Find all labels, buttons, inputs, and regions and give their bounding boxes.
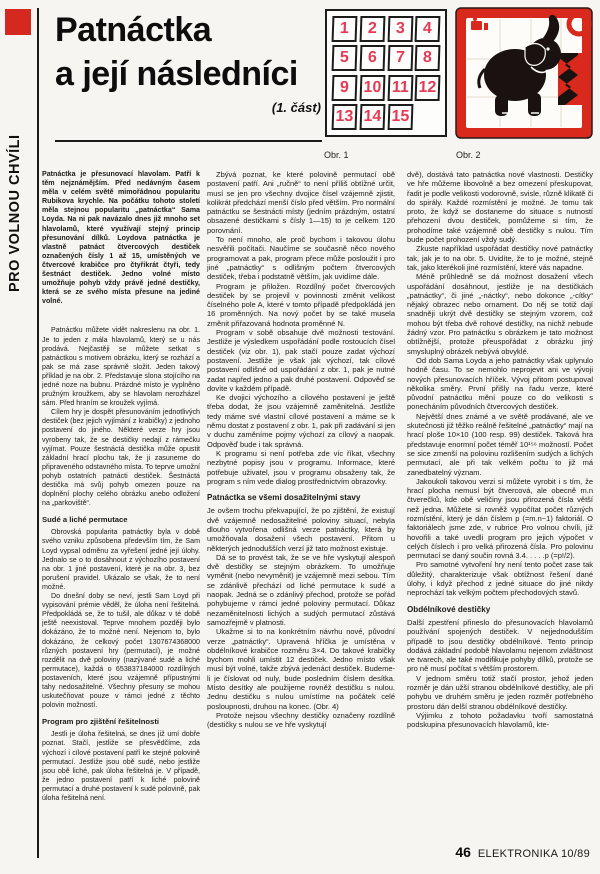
- article-paragraph: Protože nejsou všechny destičky označeny rozdílně (destičky s nulou se ve hře vyskytují: [207, 710, 395, 730]
- article-title: [55, 8, 325, 96]
- puzzle-tile: 11: [387, 75, 413, 101]
- puzzle-grid: [332, 16, 440, 130]
- article-paragraph: Další zpestření přineslo do přesunovacích hlavolamů používání spojených destiček. V nejjednodušším případě to jsou destičky obdélníkové. Tento princip dodává základní podobě hlavolamu nejenom zvláštnost ve tvarech, ale také modifikuje pohyby dílků, protože se pro ně musí počítat s větším prostorem.: [407, 617, 593, 674]
- text-column-2: [207, 170, 395, 862]
- article-paragraph: Ke dvojici výchozího a cílového postavení je ještě třeba dodat, že jsou vzájemně zaměnitelná. Jestliže tedy máme své vlastní cílové postavení a máme se k němu dostat z postavení z obr. 1, pak při zadávání si jen v duchu zaměníme pojmy výchozí za cílový a naopak. Odpověď bude i tak správná.: [207, 393, 395, 449]
- section-heading: Obdélníkové destičky: [407, 604, 491, 614]
- article-paragraph: Od dob Sama Loyda a jeho patnáctky však uplynulo hodně času. To se nemohlo neprojevit ani ve vývoji nových přesunovacích hříček. Vývoj přitom postupoval několika směry. První přišly na řadu verze, které původní patnáctku mění pouze co do velikosti s ponecháním původních čtvercových destiček.: [407, 355, 593, 412]
- figure-elephant-puzzle: [455, 7, 593, 139]
- figure1-caption: Obr. 1: [324, 150, 349, 160]
- article-paragraph: Je ovšem trochu překvapující, že po zjištění, že existují dvě vzájemně nedosažitelné poloviny situací, nebyla dlouho vytvořena odlišná verze patnáctky, která by umožňovala dosažení všech postavení. Přitom u některých jednodušších verzí již tato možnost existuje.: [207, 506, 395, 553]
- section-heading: Patnáctka se všemi dosažitelnými stavy: [207, 493, 361, 503]
- article-paragraph: Výjimku z tohoto požadavku tvoří samostatná podskupina přesunovacích hlavolamů, kte-: [407, 710, 593, 730]
- puzzle-tile: 8: [415, 45, 441, 71]
- puzzle-empty-cell: [415, 104, 440, 130]
- text-column-1: [42, 170, 200, 862]
- article-paragraph: Program je přiložen. Rozdílný počet čtvercových destiček by se projevil v povinnosti změnit velikost číselného pole A, které v tomto případě předpokládá jen 16 proměnných. Na nový počet by se také musela změnit přiřazovaná hodnota proměnné N.: [207, 281, 395, 328]
- magazine-name: ELEKTRONIKA 10/89: [477, 848, 590, 860]
- elephant-illustration: [455, 7, 593, 139]
- article-paragraph: Dá se to provést tak, že se ve hře vyskytují alespoň dvě destičky se stejným obrázkem. To umožňuje vyměnit (nebo nevyměnit) je vzájemně mezi sebou. Tím se zdánlivě přechází od liché permutace k sudé a naopak. Jedná se o zdánlivý přechod, protože se pořád pohybujeme v rámci jedné poloviny permutací. Důkaz nezaměnitelnosti lichých a sudých permutací zůstává samozřejmě v platnosti.: [207, 552, 395, 627]
- section-heading: Program pro zjištění řešitelnosti: [42, 717, 159, 727]
- puzzle-tile: 1: [332, 16, 358, 42]
- zigzag-panel-icon: [558, 53, 582, 105]
- article-part-label: (1. část): [271, 100, 321, 115]
- puzzle-tile: 5: [332, 45, 358, 71]
- article-lead-paragraph: Patnáctka je přesunovací hlavolam. Patří k těm nejznámějším. Před nedávným časem měla v celém světě mimořádnou popularitu Rubikova krychle. Na počátku tohoto století měla stejnou popularitu „patnáctka“ Sama Loyda. Na ni pak navázalo dnes již mnoho set hlavolamů, které využívají stejný princip přesunování dílků. Loydova patnáctka je vlastně patnáct čtvercových destiček označených čísly 1 až 15, umístěných ve čtvercové krabičce pro čtyřikrát čtyři, tedy šestnáct destiček. Jedno volné místo umožňuje pohyb vždy právě jedné destičky, která se ze svého místa přesune na jediné volné.: [42, 170, 200, 306]
- article-title-line2: a její následníci: [55, 55, 298, 93]
- article-paragraph: K programu si není potřeba zde víc říkat, všechny nezbytné popisy jsou v programu. Informace, které potřebuje uživatel, jsou v programu obsaženy tak, že program s ním vede dialog prostřednictvím obrazovky.: [207, 448, 395, 486]
- puzzle-tile: 2: [359, 16, 385, 42]
- article-paragraph: Ukažme si to na konkrétním návrhu nové, původní verze „patnáctky“. Upravená hříčka je umístěna v obdélníkové krabičce rozměru 3×4. Do takové krabičky bychom mohli umístit 12 destiček. Jedno místo však musí být volné, takže zbývá jedenáct destiček. Budeme-li je číslovat od nuly, bude posledním číslem desítka. Místo desítky ale použijeme rovněž destičku s nulou. Jednu destičku s nulou umístíme na počátek celé posloupnosti, druhou na konec. (Obr. 4): [207, 627, 395, 711]
- section-heading: Sudé a liché permutace: [42, 515, 128, 525]
- page-footer: [455, 844, 590, 860]
- article-paragraph: V jednom směru totiž stačí prostor, jehož jeden rozměr je dán užší stranou obdélníkové destičky, ale při pohybu ve druhém směru je jeden rozměr potřebného prostoru dán delší stranou obdélníkové destičky.: [407, 673, 593, 711]
- rubric-accent-square: [5, 9, 31, 35]
- puzzle-tile: 3: [387, 16, 413, 42]
- puzzle-tile: 14: [359, 104, 385, 130]
- article-paragraph: Zbývá poznat, ke které polovině permutací obě postavení patří. Ani „ručně“ to není příliš obtížné určit, musí se jen pro všechny dvojice čísel vzájemně zjistit, kolikrát předchází menší číslo před větším. Pro normální patnáctku se šestnácti místy (jedním prázdným, ostatní obsazené destičkami s čísly 1—15) to je celkem 120 porovnání.: [207, 170, 395, 235]
- article-paragraph: Program v sobě obsahuje dvě možnosti testování. Jestliže je výsledkem uspořádání podle rostoucích čísel destiček (viz obr. 1), pak stačí pouze zadat výchozí postavení. Jestliže je však jak výchozí, tak cílové postavení odlišné od uspořádání z obr. 1, pak je nutné zadat napřed jedno a pak druhé postavení. Odpověď se dovíte v každém případě.: [207, 328, 395, 393]
- page-number: 46: [455, 844, 471, 860]
- article-paragraph: Zkuste například uspořádat destičky nové patnáctky tak, jak je to na obr. 5. Uvidíte, že to je možné, stejně tak, jako kterékoli jiné rozmístění, které vás napadne.: [407, 244, 593, 272]
- puzzle-tile: 12: [415, 75, 441, 101]
- article-paragraph: Cílem hry je dospět přesunováním jednotlivých destiček (bez jejich vyjímání z krabičky) z jednoho postavení do jiného. Některé verze hry jsou vyrobeny tak, že se destičky nedají z rámečku vyjímat. Pouze šestnáctá destička může opustit základní hrací plochu tak, že ji zasuneme do připraveného odstavného místa. To teprve umožní pohyb ostatních patnácti destiček. Šestnáctá destička má svůj pohyb omezen pouze na doplnění plochy celého obrázku anebo odložení na „parkoviště“.: [42, 408, 200, 508]
- article-title-line1: Patnáctka: [55, 11, 212, 49]
- text-column-3: [407, 170, 593, 862]
- puzzle-tile: 15: [387, 104, 413, 130]
- article-paragraph: dvě), dostává tato patnáctka nové vlastnosti. Destičky ve hře můžeme libovolně a bez omezení přeskupovat, řadit je podle velikosti vodorovně, svisle, různě klikatě či do spirály. Každé rozmístění je možné. Je tomu tak proto, že když se dostaneme do situace s nutností přehození dvou destiček, pomůžeme si tím, že prohodíme také vzájemně obě destičky s nulou. Tím bude počet prohození vždy sudý.: [407, 170, 593, 245]
- article-paragraph: Patnáctku můžete vidět nakreslenu na obr. 1. Je to jeden z mála hlavolamů, který se u nás prodává. Nejčastěji se můžete setkat s patnáctkou s motivem obrázku, který se rozhází a pak se má zase správně složit. Jeden takový příklad je na obr. 2. Představuje slona stojícího na jedné noze na bubnu. Prázdné místo je vyplněno pružným kroužkem, aby se hlavolam nerozházel sám. Před hraním se kroužek vyjímá.: [42, 326, 200, 408]
- article-paragraph: To není mnoho, ale proč bychom i takovou úlohu nesvěřili počítači. Naučíme se současně něco nového programovat a pak, program přece může posloužit i pro jiné „patnáctky“ s odlišným počtem čtvercových destiček, třeba i podstatně větším, jak uvidíme dále.: [207, 235, 395, 282]
- puzzle-tile: 13: [332, 104, 358, 130]
- article-paragraph: Jestli je úloha řešitelná, se dnes již umí dobře poznat. Stačí, jestliže se přesvědčíme, zda výchozí i cílové postavení patří ke stejné polovině permutací. Jestliže jsou obě sudé, nebo jestliže jsou obě liché, pak úloha řešitelná je. V případě, že jedno postavení patří k liché polovině permutací a druhé postavení k sudé polovině, pak úloha řešitelná není.: [42, 730, 200, 802]
- article-paragraph: Pro samotné vytvoření hry není tento počet zase tak důležitý, charakterizuje však obtížnost řešení dané úlohy, i když přechod z jedné situace do jiné nikdy neprochází tak velkým počtem přechodových stavů.: [407, 560, 593, 598]
- rubric-divider-line: [37, 8, 39, 858]
- figure2-caption: Obr. 2: [456, 150, 481, 160]
- puzzle-tile: 9: [332, 75, 358, 101]
- puzzle-tile: 7: [387, 45, 413, 71]
- article-paragraph: Největší dnes známé a ve světě prodávané, ale ve skutečnosti již těžko reálně řešitelné „patnáctky“ mají na hrací ploše 10×10 (100 resp. 99) destiček. Taková hra představuje enormní počet téměř 10¹⁵⁶ možností. Počet se sice zmenší na polovinu rozlišením sudých a lichých permutací, ale při tak velkém počtu to již má zanedbatelný význam.: [407, 411, 593, 477]
- title-underline: [55, 140, 322, 142]
- article-paragraph: Obrovská popularita patnáctky byla v době svého vzniku způsobena především tím, že Sam Loyd vypsal odměnu za vyřešení jedné její úlohy. Jednalo se o to dosáhnout z výchozího postavení na obr. 1 jiné postavení, které je na obr. 3, bez porušení pravidel. Ukázalo se však, že to není možné.: [42, 528, 200, 591]
- puzzle-tile: 6: [359, 45, 385, 71]
- article-paragraph: Jakoukoli takovou verzi si můžete vyrobit i s tím, že hrací plocha nemusí být čtvercová, ale obecně m.n čtverečků, kde obě veličiny jsou přirozená čísla větší než jedna. Můžete si rovněž vypočítat počet různých rozmístění, který je dán číslem p (=m.n−1) faktoriál. O faktoriálech jsme zde, v rubrice Pro volnou chvíli, již hovořili a také uvedli program pro jejich výpočet v celých číslech i pro velká přirozená čísla. Pro polovinu permutací se daný součin rovná 3.4. . . . .p (=p!/2).: [407, 476, 593, 561]
- article-paragraph: Do dnešní doby se neví, jestli Sam Loyd při vypisování prémie věděl, že úloha není řešitelná. Předpokládá se, že to tušil, ale důkaz v té době ještě neexistoval. Teprve mnohem později bylo dokázáno, že to možné není. Nejenom to, bylo dokázáno, že celkový počet 1307674368000 různých postavení hry (permutací), je možné rozdělit na dvě poloviny (nazývané sudé a liché permutace), každá o 653837184000 rozdílných postaveních, které jsou vzájemně přípustnými tahy nedosažitelné. Všechny přesuny se mohou uskutečňovat pouze v rámci jedné z těchto polovin možností.: [42, 592, 200, 710]
- puzzle-tile: 4: [415, 16, 441, 42]
- puzzle-tile: 10: [359, 75, 385, 101]
- article-paragraph: Méně průhledně se dá možnost dosažení všech uspořádání dosáhnout, jestliže je na destičkách „patnáctky“, či jiné „-náctky“, nebo dokonce „-cítky“ nějaký obrazec nebo ornament. Do něj se totiž dají snadněji ukrýt dvě destičky se stejným vzorem, což mohou být třeba dvě rohové destičky, na nichž nebude žádný vzor. Pro patnáctku s obrázkem je tato možnost obtížnější, protože přeuspořádat z obrázku jiný smysluplný obrázek nebývá obvyklé.: [407, 272, 593, 356]
- rubric-label: PRO VOLNOU CHVÍLI: [7, 134, 23, 292]
- figure-fifteen-puzzle: [325, 9, 447, 137]
